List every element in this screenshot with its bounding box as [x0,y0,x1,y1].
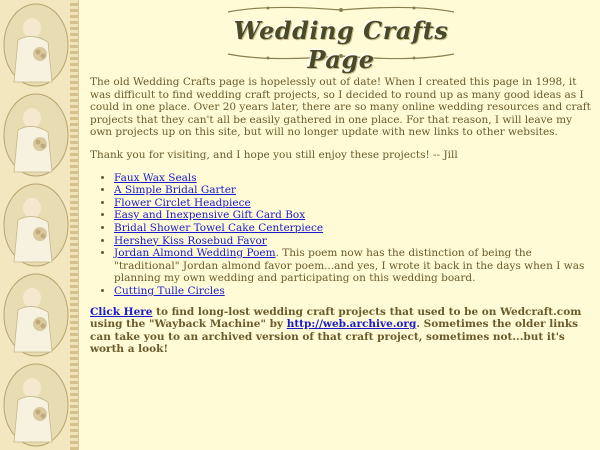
click-here-link[interactable]: Click Here [90,305,153,318]
project-link-flower-circlet[interactable]: Flower Circlet Headpiece [114,196,251,209]
project-link-towel-cake[interactable]: Bridal Shower Towel Cake Centerpiece [114,221,324,234]
list-item [114,209,592,222]
archive-text-after: . Sometimes the older links can take you to an archived version of that craft project, sometimes not...but it's worth a look! [90,318,579,356]
bride-illustration-3 [2,182,70,268]
title-banner [208,4,474,74]
bride-illustration-5 [2,362,70,448]
project-link-tulle-circles[interactable]: Cutting Tulle Circles [114,284,225,297]
list-item [114,172,592,185]
sidebar-border [70,0,78,450]
bride-illustration-2 [2,92,70,178]
project-link-almond-poem[interactable]: Jordan Almond Wedding Poem [114,247,276,260]
bride-illustration-4 [2,272,70,358]
bride-illustration-1 [2,2,70,88]
page-title: Wedding Crafts Page [233,16,449,74]
project-link-rosebud-favor[interactable]: Hershey Kiss Rosebud Favor [114,234,267,247]
main-content [90,76,592,366]
archive-paragraph [90,306,592,356]
decorative-sidebar [0,0,79,450]
list-item [114,222,592,235]
archive-text-before: to find long-lost wedding craft projects that used to be on Wedcraft.com using the "Wayback Machine" by [90,305,582,331]
project-link-bridal-garter[interactable]: A Simple Bridal Garter [114,184,236,197]
project-link-gift-card-box[interactable]: Easy and Inexpensive Gift Card Box [114,209,306,222]
project-list [90,172,592,298]
list-item [114,285,592,298]
list-item [114,235,592,248]
list-item [114,247,592,285]
thanks-paragraph: Thank you for visiting, and I hope you still enjoy these projects! -- Jill [90,148,458,161]
project-link-faux-wax-seals[interactable]: Faux Wax Seals [114,171,197,184]
intro-paragraph: The old Wedding Crafts page is hopelessly out of date! When I created this page in 1998, it was difficult to find wedding craft projects, so I decided to round up as many good ideas as I could in one place. Over 20 years later, there are so many online wedding resources and craft projects that they can't all be easily gathered in one place. For that reason, I will leave my own projects up on this site, but will no longer update with new links to other websites. [90,76,591,139]
almond-poem-note: . This poem now has the distinction of being the "traditional" Jordan almond favor poem...and yes, I wrote it back in the days when I was planning my own wedding and participating on this wedding board. [114,247,585,285]
list-item [114,197,592,210]
web-archive-link[interactable]: http://web.archive.org [286,318,417,331]
list-item [114,184,592,197]
